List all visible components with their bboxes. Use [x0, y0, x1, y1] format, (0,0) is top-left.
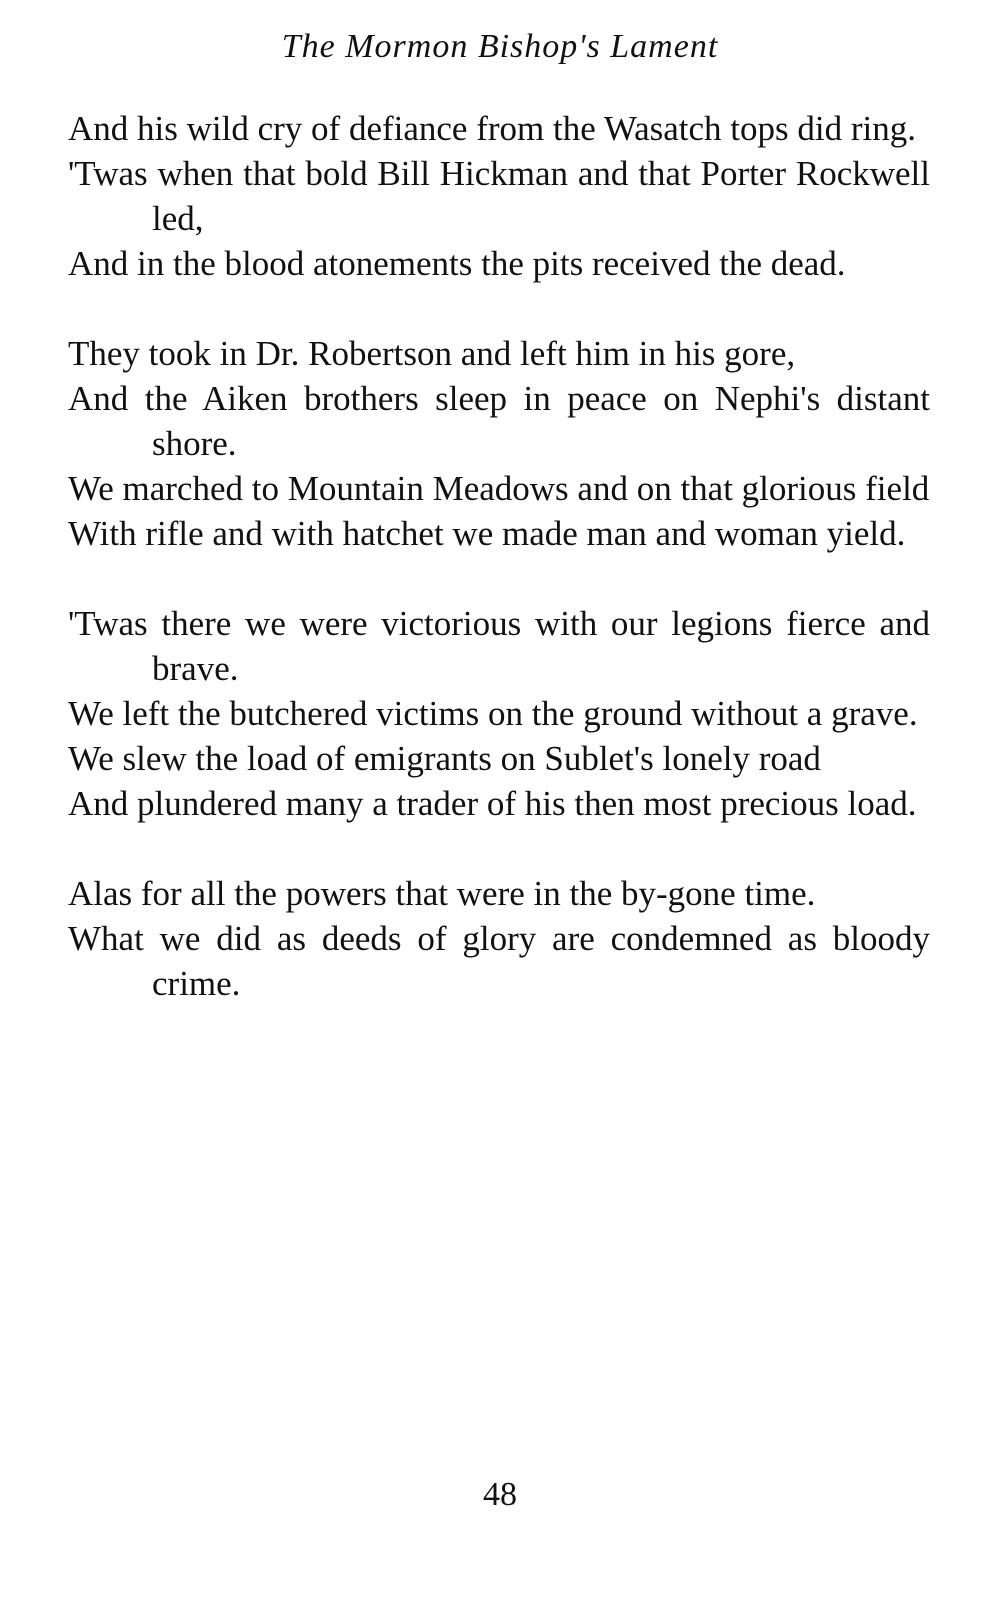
- verse-line: They took in Dr. Robertson and left him in his gore,: [68, 334, 796, 373]
- verse-line: And the Aiken brothers sleep in peace on Nephi's distant shore.: [68, 379, 930, 463]
- verse-line: And in the blood atonements the pits received the dead.: [68, 244, 846, 283]
- verse-line: With rifle and with hatchet we made man and woman yield.: [68, 514, 906, 553]
- page-number: 48: [483, 1476, 517, 1513]
- running-head: The Mormon Bishop's Lament: [281, 28, 719, 65]
- verse-line: We left the butchered victims on the ground without a grave.: [68, 694, 918, 733]
- verse-line: 'Twas when that bold Bill Hickman and that Porter Rockwell led,: [68, 154, 930, 238]
- stanza: [68, 601, 930, 826]
- stanza: [68, 331, 930, 556]
- poem-body: [68, 106, 930, 1051]
- stanza: [68, 106, 930, 286]
- stanza: [68, 871, 930, 1006]
- verse-line: We slew the load of emigrants on Sublet's lonely road: [68, 739, 821, 778]
- verse-line: We marched to Mountain Meadows and on that glorious field: [68, 469, 930, 508]
- verse-line: And plundered many a trader of his then most precious load.: [68, 784, 917, 823]
- verse-line: What we did as deeds of glory are condemned as bloody crime.: [68, 919, 930, 1003]
- verse-line: Alas for all the powers that were in the by-gone time.: [68, 874, 816, 913]
- verse-line: 'Twas there we were victorious with our legions fierce and brave.: [68, 604, 930, 688]
- verse-line: And his wild cry of defiance from the Wasatch tops did ring.: [68, 109, 916, 148]
